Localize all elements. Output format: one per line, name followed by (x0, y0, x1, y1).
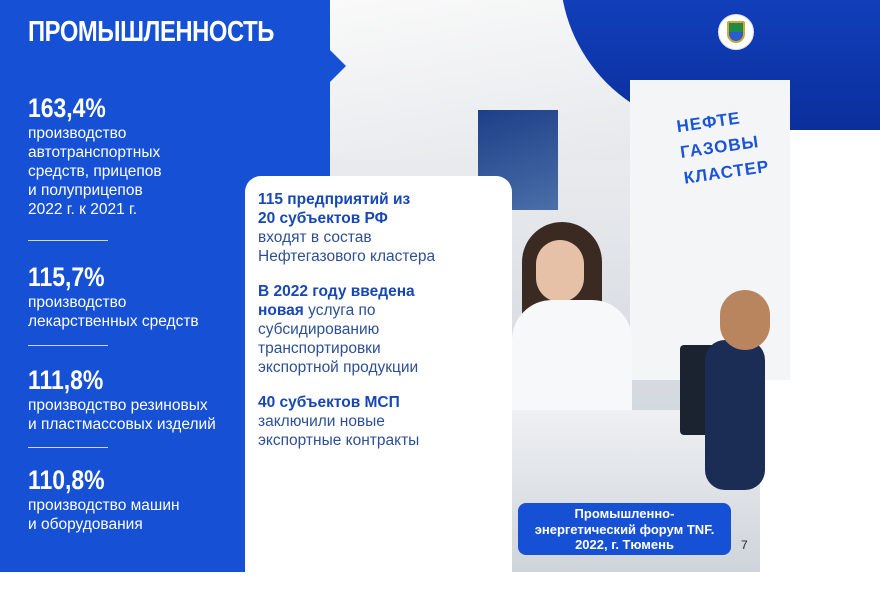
divider (28, 345, 108, 346)
coat-of-arms-icon (727, 21, 745, 43)
divider (28, 447, 108, 448)
card-text: услуга по субсидированию транспортировки экспортной продукции (258, 302, 419, 376)
stat-value: 163,4% (28, 93, 106, 123)
card-highlight: 115 предприятий из 20 субъектов РФ (258, 191, 411, 227)
stat-description: производство машин и оборудования (28, 497, 180, 533)
slide-title: ПРОМЫШЛЕННОСТЬ (28, 16, 274, 48)
photo-man-head (720, 290, 770, 350)
panel-arrow (330, 50, 346, 82)
cluster-info-card (245, 176, 512, 596)
card-paragraph-enterprises (258, 190, 512, 266)
card-paragraph-sme (258, 393, 512, 450)
stat-value: 110,8% (28, 465, 105, 495)
stat-description: производство автотранспортных средств, прицепов и полуприцепов 2022 г. к 2021 г. (28, 125, 162, 218)
stat-value: 111,8% (28, 365, 104, 395)
card-highlight: В 2022 году введена новая (258, 283, 415, 319)
stat-vehicles (28, 92, 162, 219)
page-number: 7 (741, 538, 748, 552)
divider (28, 240, 108, 241)
stat-medicines (28, 261, 199, 331)
card-text: входят в состав Нефтегазового кластера (258, 229, 436, 265)
card-text: заключили новые экспортные контракты (258, 413, 420, 449)
stat-machinery (28, 464, 180, 534)
stat-value: 115,7% (28, 262, 105, 292)
caption-text: Промышленно-энергетический форум TNF. 2022, г. Тюмень (534, 506, 715, 552)
photo-person-face (536, 240, 584, 302)
card-paragraph-subsidy (258, 282, 448, 377)
photo-man-body (705, 340, 765, 490)
coat-of-arms-logo (718, 14, 754, 50)
stat-rubber-plastics (28, 364, 216, 434)
stat-description: производство лекарственных средств (28, 294, 199, 330)
photo-cluster-sign: НЕФТЕ ГАЗОВЫ КЛАСТЕР (675, 108, 771, 188)
card-highlight: 40 субъектов МСП (258, 394, 400, 411)
photo-caption (518, 503, 731, 555)
stat-description: производство резиновых и пластмассовых изделий (28, 397, 216, 433)
